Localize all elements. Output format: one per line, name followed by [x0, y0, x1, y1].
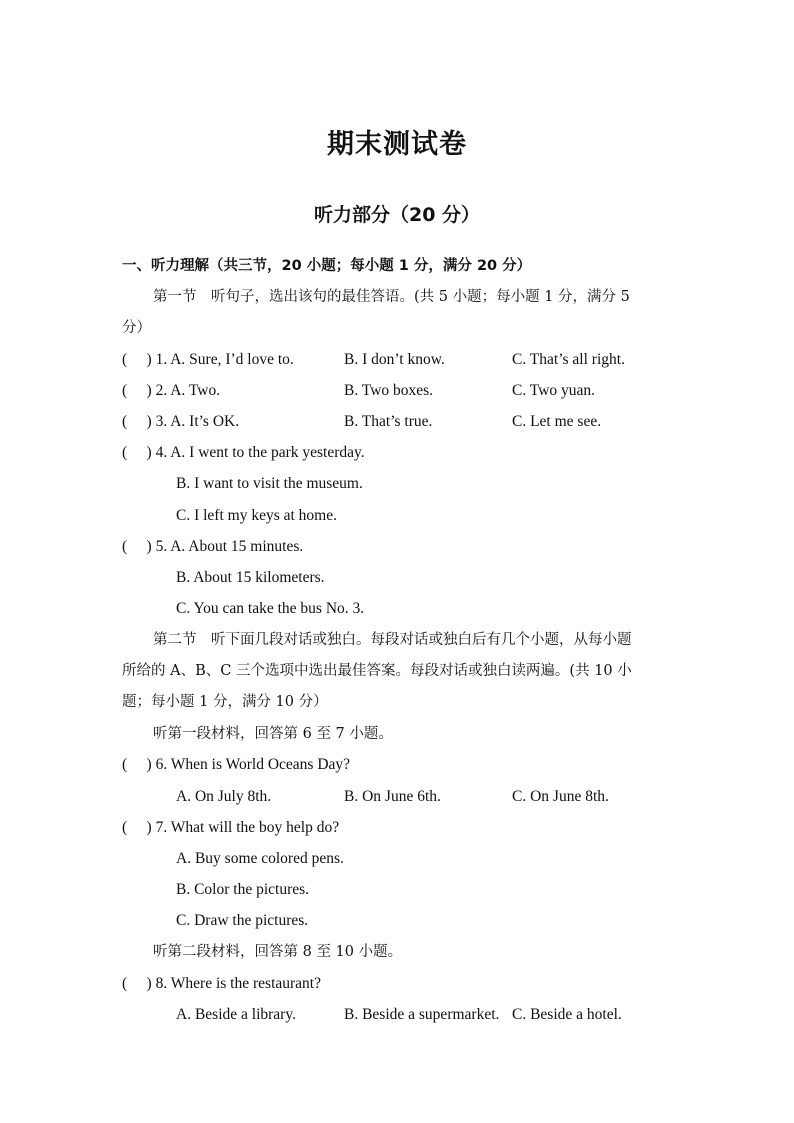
- question-1: ( ) 1. A. Sure, I’d love to.: [122, 351, 294, 368]
- page-title: 期末测试卷: [327, 129, 467, 160]
- part2-instructions-line2: 所给的 A、B、C 三个选项中选出最佳答案。每段对话或独白读两遍。(共 10 小: [122, 663, 632, 679]
- question-4-option-c: C. I left my keys at home.: [176, 507, 337, 524]
- question-8: ( ) 8. Where is the restaurant?: [122, 975, 321, 992]
- question-5-option-c: C. You can take the bus No. 3.: [176, 600, 365, 617]
- question-5-option-b: B. About 15 kilometers.: [176, 569, 325, 586]
- question-2: ( ) 2. A. Two.: [122, 382, 221, 399]
- question-6: ( ) 6. When is World Oceans Day?: [122, 756, 351, 773]
- question-8-option-a: A. Beside a library.: [176, 1006, 296, 1023]
- question-1-option-b: B. I don’t know.: [344, 351, 445, 368]
- question-4-option-b: B. I want to visit the museum.: [176, 475, 363, 492]
- question-8-option-c: C. Beside a hotel.: [512, 1006, 622, 1023]
- section-subtitle: 听力部分（20 分）: [313, 204, 481, 226]
- question-3-option-c: C. Let me see.: [512, 413, 602, 430]
- section-heading: 一、听力理解（共三节，20 小题；每小题 1 分，满分 20 分）: [122, 258, 532, 274]
- question-2-option-b: B. Two boxes.: [344, 382, 434, 399]
- part2-instructions-line3: 题；每小题 1 分，满分 10 分）: [122, 694, 328, 710]
- question-2-option-c: C. Two yuan.: [512, 382, 596, 399]
- question-7-option-c: C. Draw the pictures.: [176, 912, 309, 929]
- part2-instructions-line1: 第二节 听下面几段对话或独白。每段对话或独白后有几个小题，从每小题: [153, 632, 632, 648]
- question-6-option-b: B. On June 6th.: [344, 788, 441, 805]
- question-3-option-b: B. That’s true.: [344, 413, 433, 430]
- part1-instructions-line2: 分）: [122, 320, 151, 336]
- question-6-option-c: C. On June 8th.: [512, 788, 609, 805]
- material-2-instruction: 听第二段材料，回答第 8 至 10 小题。: [153, 944, 403, 960]
- question-4: ( ) 4. A. I went to the park yesterday.: [122, 444, 365, 461]
- question-7-option-b: B. Color the pictures.: [176, 881, 310, 898]
- question-7: ( ) 7. What will the boy help do?: [122, 819, 340, 836]
- question-6-option-a: A. On July 8th.: [176, 788, 272, 805]
- part1-instructions-line1: 第一节 听句子，选出该句的最佳答语。(共 5 小题；每小题 1 分，满分 5: [153, 289, 630, 305]
- question-3: ( ) 3. A. It’s OK.: [122, 413, 240, 430]
- question-5: ( ) 5. A. About 15 minutes.: [122, 538, 304, 555]
- question-1-option-c: C. That’s all right.: [512, 351, 625, 368]
- question-7-option-a: A. Buy some colored pens.: [176, 850, 344, 867]
- question-8-option-b: B. Beside a supermarket.: [344, 1006, 500, 1023]
- material-1-instruction: 听第一段材料，回答第 6 至 7 小题。: [153, 726, 393, 742]
